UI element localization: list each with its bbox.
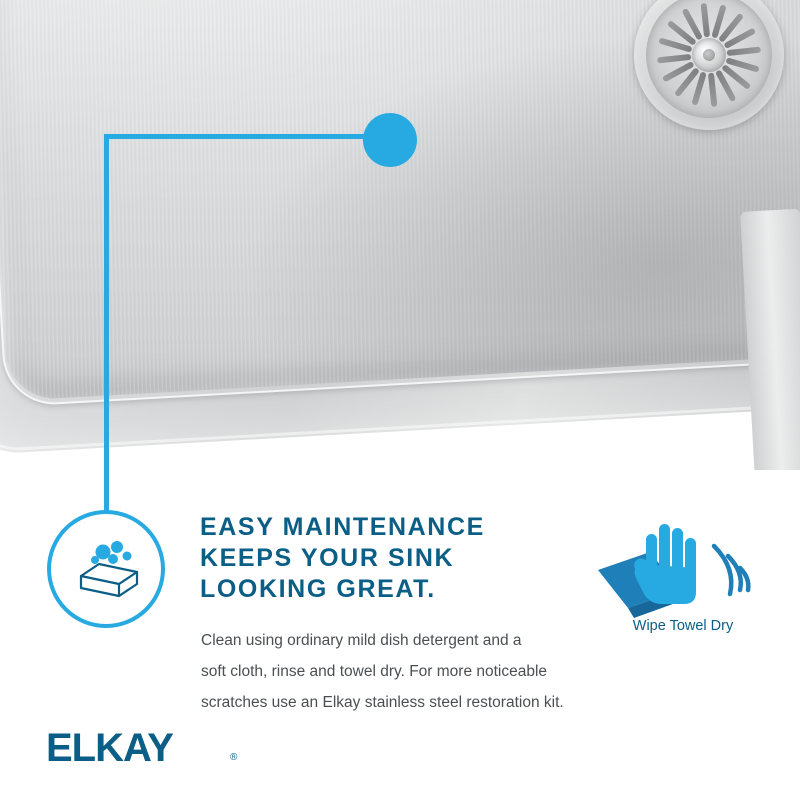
registered-mark: ® <box>230 752 238 763</box>
body-line-1: Clean using ordinary mild dish detergent and a <box>201 632 522 649</box>
body-line-2: soft cloth, rinse and towel dry. For more noticeable <box>201 663 548 680</box>
sponge-icon <box>47 510 165 628</box>
headline-line-1: EASY MAINTENANCE <box>200 513 485 541</box>
headline-line-3: LOOKING GREAT. <box>200 575 436 603</box>
callout-dot <box>363 113 417 167</box>
elkay-logo <box>46 728 246 768</box>
wipe-towel-dry-caption: Wipe Towel Dry <box>632 618 734 634</box>
callout-line-horizontal <box>106 134 368 139</box>
body-copy <box>201 625 601 718</box>
drain-ring <box>640 0 778 124</box>
elkay-logo-text: ELKAY <box>46 726 173 770</box>
page-title <box>200 512 620 605</box>
body-line-3: scratches use an Elkay stainless steel restoration kit. <box>201 694 564 711</box>
headline-line-2: KEEPS YOUR SINK <box>200 544 455 572</box>
countertop-edge <box>740 209 800 470</box>
callout-line-vertical <box>104 134 109 519</box>
